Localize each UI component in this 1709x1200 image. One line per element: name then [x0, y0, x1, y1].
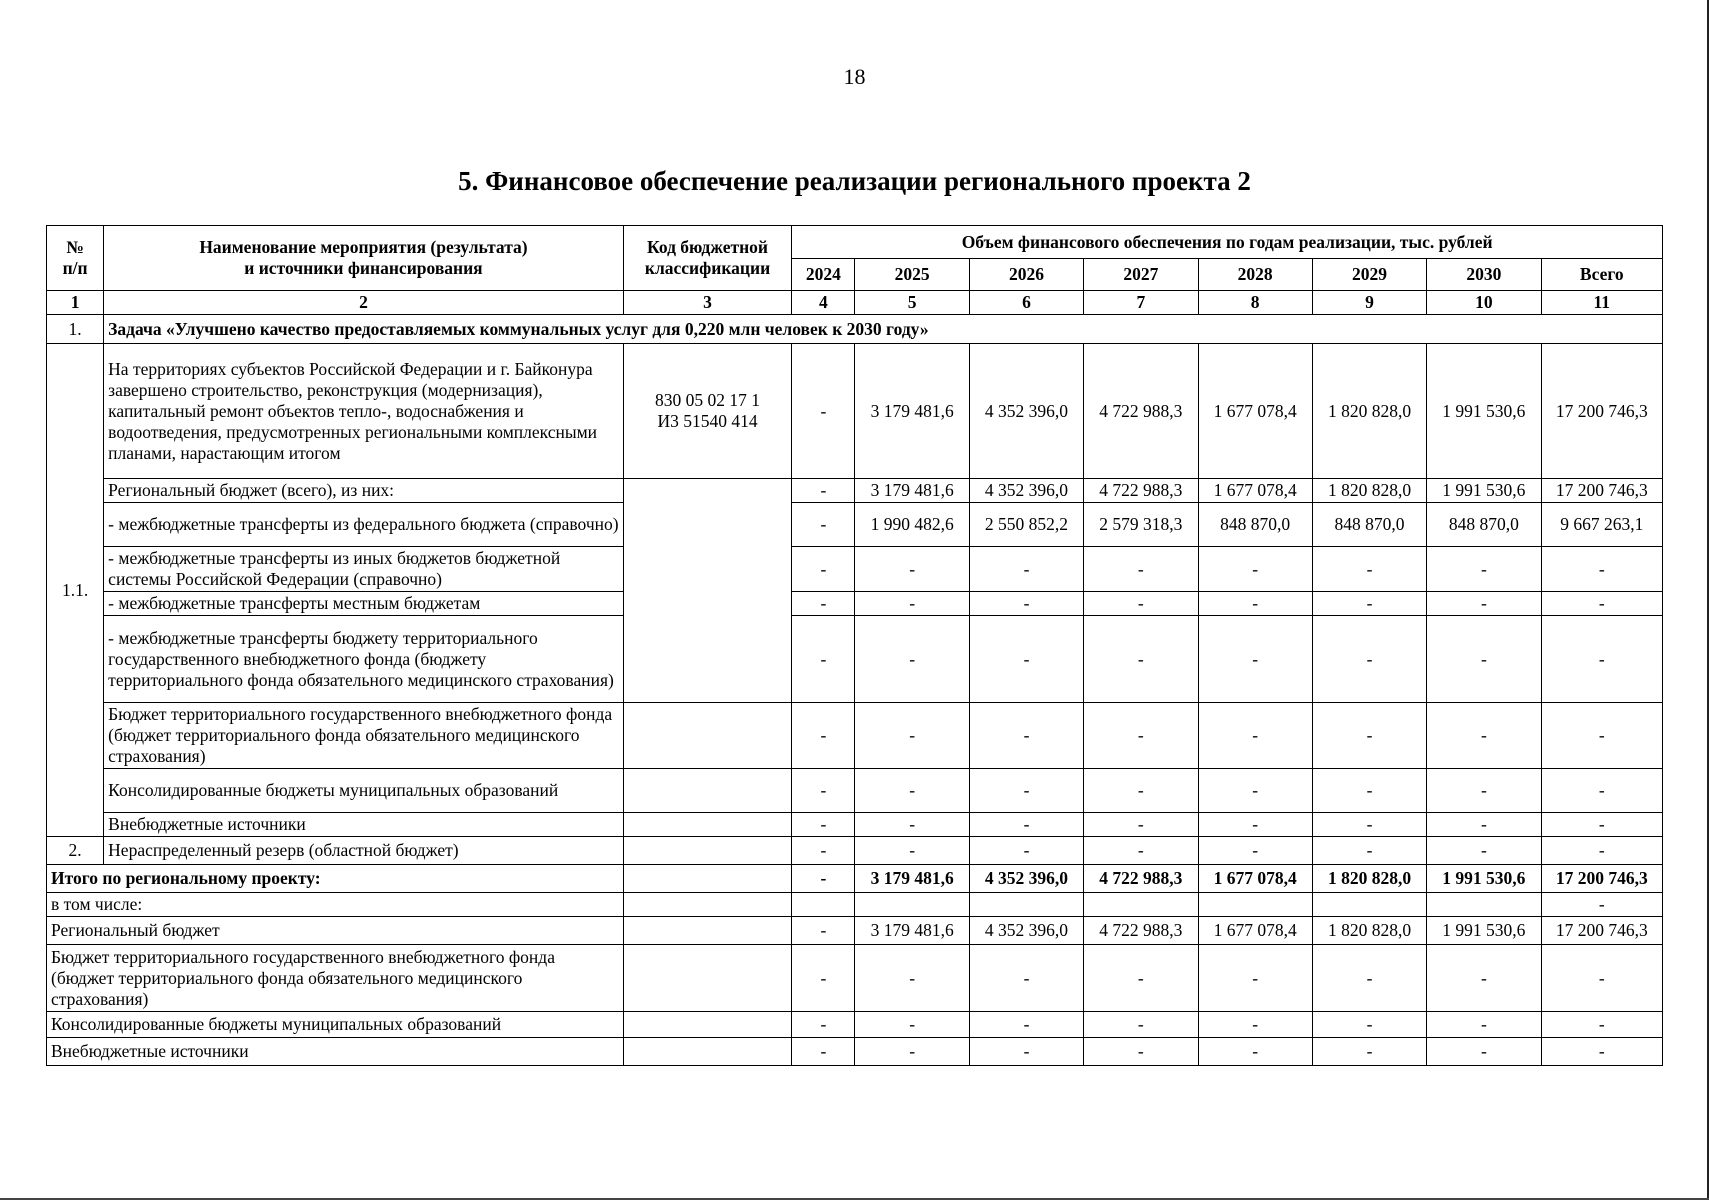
value-cell: 4 722 988,3	[1084, 917, 1198, 945]
item-2-label: Нераспределенный резерв (областной бюджет)	[104, 837, 624, 865]
total-label: Итого по региональному проекту:	[47, 865, 624, 893]
value-cell	[855, 893, 969, 917]
column-number: 1	[47, 291, 104, 315]
value-cell: -	[1312, 1012, 1426, 1038]
value-cell: -	[1312, 547, 1426, 592]
item-1-1-source-row	[47, 479, 1663, 503]
including-label: в том числе:	[47, 893, 624, 917]
value-cell: -	[1427, 616, 1541, 703]
value-cell: 1 990 482,6	[855, 503, 969, 547]
value-cell	[1084, 893, 1198, 917]
value-cell: -	[855, 813, 969, 837]
kbk-empty	[623, 945, 792, 1012]
value-cell: 3 179 481,6	[855, 917, 969, 945]
column-number: 7	[1084, 291, 1198, 315]
column-number: 8	[1198, 291, 1312, 315]
value-cell: -	[792, 344, 855, 479]
value-cell: 2 550 852,2	[969, 503, 1083, 547]
header-year: 2024	[792, 259, 855, 291]
value-cell: 1 677 078,4	[1198, 344, 1312, 479]
value-cell: 4 722 988,3	[1084, 344, 1198, 479]
value-cell: -	[792, 503, 855, 547]
item-1-1-text: На территориях субъектов Российской Федерации и г. Байконура завершено строительство, реконструкция (модернизация), капитальный ремонт объектов тепло-, водоснабжения и водоотведения, предусмотренных региональными комплексными планами, нарастающим итогом	[104, 344, 624, 479]
value-cell: 1 677 078,4	[1198, 865, 1312, 893]
column-number: 9	[1312, 291, 1426, 315]
header-year: 2030	[1427, 259, 1541, 291]
source-label: - межбюджетные трансферты бюджету территориального государственного внебюджетного фонда (бюджету территориального фонда обязательного медицинского страхования)	[104, 616, 624, 703]
task-row	[47, 315, 1663, 344]
value-cell: -	[969, 703, 1083, 769]
value-cell: -	[1198, 813, 1312, 837]
value-cell: 1 820 828,0	[1312, 865, 1426, 893]
financing-table-body	[47, 226, 1663, 1066]
value-cell: -	[1427, 813, 1541, 837]
total-row	[47, 865, 1663, 893]
value-cell: -	[792, 769, 855, 813]
value-cell: -	[1198, 945, 1312, 1012]
header-year: 2025	[855, 259, 969, 291]
value-cell: 4 352 396,0	[969, 917, 1083, 945]
item-1-1-source-row	[47, 769, 1663, 813]
value-cell: -	[1084, 703, 1198, 769]
value-cell: 1 820 828,0	[1312, 917, 1426, 945]
value-cell: -	[855, 769, 969, 813]
value-cell: -	[855, 703, 969, 769]
value-cell: -	[792, 592, 855, 616]
value-cell: 3 179 481,6	[855, 865, 969, 893]
column-number: 10	[1427, 291, 1541, 315]
value-cell: -	[1541, 945, 1662, 1012]
value-cell: -	[855, 547, 969, 592]
source-label: - межбюджетные трансферты из федерального бюджета (справочно)	[104, 503, 624, 547]
value-cell: -	[1084, 1012, 1198, 1038]
value-cell: -	[1541, 1012, 1662, 1038]
source-label: Внебюджетные источники	[104, 813, 624, 837]
task-num: 1.	[47, 315, 104, 344]
document-title: 5. Финансовое обеспечение реализации регионального проекта 2	[458, 166, 1251, 196]
value-cell: -	[1541, 547, 1662, 592]
value-cell: -	[1541, 592, 1662, 616]
item-1-1-source-row	[47, 616, 1663, 703]
value-cell: -	[969, 547, 1083, 592]
value-cell: -	[1541, 893, 1662, 917]
kbk-empty	[623, 813, 792, 837]
value-cell: -	[792, 1038, 855, 1066]
header-row-top	[47, 226, 1663, 259]
header-year: 2026	[969, 259, 1083, 291]
value-cell: -	[969, 837, 1083, 865]
total-source-label: Региональный бюджет	[47, 917, 624, 945]
value-cell	[792, 893, 855, 917]
value-cell: 17 200 746,3	[1541, 344, 1662, 479]
value-cell: -	[1541, 813, 1662, 837]
item-1-1-source-row	[47, 592, 1663, 616]
source-label: Консолидированные бюджеты муниципальных образований	[104, 769, 624, 813]
value-cell: -	[855, 592, 969, 616]
value-cell: -	[1198, 769, 1312, 813]
header-year: 2029	[1312, 259, 1426, 291]
kbk-empty	[623, 837, 792, 865]
value-cell: -	[969, 592, 1083, 616]
kbk-empty	[623, 917, 792, 945]
value-cell: -	[855, 1012, 969, 1038]
value-cell	[1198, 893, 1312, 917]
column-numbers-row	[47, 291, 1663, 315]
value-cell: 3 179 481,6	[855, 479, 969, 503]
total-source-label: Внебюджетные источники	[47, 1038, 624, 1066]
value-cell: -	[792, 703, 855, 769]
value-cell: -	[969, 813, 1083, 837]
value-cell: -	[1198, 592, 1312, 616]
value-cell: -	[1312, 813, 1426, 837]
value-cell	[1427, 893, 1541, 917]
value-cell: -	[1198, 1038, 1312, 1066]
value-cell: -	[1427, 837, 1541, 865]
total-source-row	[47, 1038, 1663, 1066]
value-cell: 848 870,0	[1198, 503, 1312, 547]
item-1-1-source-row	[47, 503, 1663, 547]
value-cell: -	[1198, 837, 1312, 865]
value-cell: 4 352 396,0	[969, 865, 1083, 893]
value-cell: -	[1198, 547, 1312, 592]
kbk-empty	[623, 769, 792, 813]
value-cell: -	[792, 813, 855, 837]
header-year: 2027	[1084, 259, 1198, 291]
column-number: 6	[969, 291, 1083, 315]
total-source-row	[47, 945, 1663, 1012]
value-cell: -	[1084, 616, 1198, 703]
value-cell: 4 722 988,3	[1084, 865, 1198, 893]
source-label: - межбюджетные трансферты из иных бюджетов бюджетной системы Российской Федерации (справочно)	[104, 547, 624, 592]
value-cell: -	[1541, 769, 1662, 813]
value-cell	[1312, 893, 1426, 917]
value-cell: 17 200 746,3	[1541, 917, 1662, 945]
value-cell: 1 991 530,6	[1427, 917, 1541, 945]
column-number: 4	[792, 291, 855, 315]
value-cell: -	[1084, 547, 1198, 592]
value-cell: -	[1541, 616, 1662, 703]
value-cell: -	[1084, 837, 1198, 865]
value-cell: -	[792, 837, 855, 865]
header-name: Наименование мероприятия (результата) и источники финансирования	[104, 226, 624, 291]
item-1-1-source-row	[47, 813, 1663, 837]
value-cell: -	[1427, 945, 1541, 1012]
value-cell: -	[1541, 703, 1662, 769]
value-cell: 1 991 530,6	[1427, 344, 1541, 479]
item-2-row	[47, 837, 1663, 865]
value-cell: -	[1084, 1038, 1198, 1066]
value-cell: -	[855, 945, 969, 1012]
header-kbk: Код бюджетной классификации	[623, 226, 792, 291]
total-source-row	[47, 1012, 1663, 1038]
source-label: - межбюджетные трансферты местным бюджетам	[104, 592, 624, 616]
value-cell: -	[792, 945, 855, 1012]
value-cell: -	[1312, 592, 1426, 616]
value-cell: -	[1541, 1038, 1662, 1066]
value-cell: -	[1084, 769, 1198, 813]
value-cell: 1 991 530,6	[1427, 865, 1541, 893]
value-cell: -	[1312, 837, 1426, 865]
total-source-label: Бюджет территориального государственного внебюджетного фонда (бюджет территориального фонда обязательного медицинского страхования)	[47, 945, 624, 1012]
kbk-empty	[623, 865, 792, 893]
item-1-1-num: 1.1.	[47, 344, 104, 837]
value-cell: 4 352 396,0	[969, 344, 1083, 479]
value-cell: -	[792, 917, 855, 945]
value-cell: -	[792, 865, 855, 893]
column-number: 5	[855, 291, 969, 315]
value-cell: -	[1312, 945, 1426, 1012]
kbk-empty	[623, 1012, 792, 1038]
value-cell: -	[1312, 769, 1426, 813]
value-cell: -	[792, 1012, 855, 1038]
value-cell: -	[1198, 1012, 1312, 1038]
value-cell: 848 870,0	[1427, 503, 1541, 547]
value-cell: -	[969, 1038, 1083, 1066]
kbk-empty	[623, 479, 792, 703]
value-cell: 1 820 828,0	[1312, 344, 1426, 479]
value-cell: -	[1427, 703, 1541, 769]
value-cell: -	[1427, 592, 1541, 616]
value-cell: -	[1427, 769, 1541, 813]
item-1-1-main-row	[47, 344, 1663, 479]
value-cell: 1 991 530,6	[1427, 479, 1541, 503]
value-cell: -	[969, 769, 1083, 813]
value-cell: -	[1427, 1038, 1541, 1066]
kbk-empty	[623, 703, 792, 769]
financing-table	[46, 225, 1663, 1066]
value-cell: -	[855, 837, 969, 865]
kbk-empty	[623, 893, 792, 917]
value-cell: -	[792, 479, 855, 503]
column-number: 3	[623, 291, 792, 315]
header-total: Всего	[1541, 259, 1662, 291]
value-cell: 848 870,0	[1312, 503, 1426, 547]
including-row	[47, 893, 1663, 917]
value-cell: 3 179 481,6	[855, 344, 969, 479]
header-volume: Объем финансового обеспечения по годам реализации, тыс. рублей	[792, 226, 1663, 259]
value-cell: -	[1084, 592, 1198, 616]
column-number: 2	[104, 291, 624, 315]
kbk-empty	[623, 1038, 792, 1066]
column-number: 11	[1541, 291, 1662, 315]
value-cell: -	[1198, 703, 1312, 769]
item-2-num: 2.	[47, 837, 104, 865]
value-cell: 4 722 988,3	[1084, 479, 1198, 503]
value-cell: 1 820 828,0	[1312, 479, 1426, 503]
value-cell: 1 677 078,4	[1198, 479, 1312, 503]
total-source-label: Консолидированные бюджеты муниципальных образований	[47, 1012, 624, 1038]
item-1-1-source-row	[47, 547, 1663, 592]
value-cell: -	[1198, 616, 1312, 703]
value-cell: -	[1427, 547, 1541, 592]
value-cell: -	[1312, 616, 1426, 703]
value-cell: -	[1541, 837, 1662, 865]
item-1-1-source-row	[47, 703, 1663, 769]
value-cell: -	[855, 1038, 969, 1066]
value-cell: -	[969, 616, 1083, 703]
value-cell: -	[792, 616, 855, 703]
task-text: Задача «Улучшено качество предоставляемых коммунальных услуг для 0,220 млн человек к 2030 году»	[104, 315, 1663, 344]
header-year: 2028	[1198, 259, 1312, 291]
value-cell: -	[1084, 945, 1198, 1012]
value-cell: -	[969, 945, 1083, 1012]
value-cell: 17 200 746,3	[1541, 479, 1662, 503]
value-cell: 9 667 263,1	[1541, 503, 1662, 547]
value-cell: -	[969, 1012, 1083, 1038]
value-cell: -	[1312, 1038, 1426, 1066]
page-number: 18	[843, 64, 866, 89]
value-cell: -	[855, 616, 969, 703]
source-label: Бюджет территориального государственного внебюджетного фонда (бюджет территориального фонда обязательного медицинского страхования)	[104, 703, 624, 769]
value-cell: -	[1312, 703, 1426, 769]
value-cell: 4 352 396,0	[969, 479, 1083, 503]
value-cell	[969, 893, 1083, 917]
source-label: Региональный бюджет (всего), из них:	[104, 479, 624, 503]
value-cell: 17 200 746,3	[1541, 865, 1662, 893]
header-num: № п/п	[47, 226, 104, 291]
value-cell: -	[1084, 813, 1198, 837]
value-cell: 1 677 078,4	[1198, 917, 1312, 945]
item-1-1-kbk: 830 05 02 17 1 И3 51540 414	[623, 344, 792, 479]
value-cell: 2 579 318,3	[1084, 503, 1198, 547]
total-source-row	[47, 917, 1663, 945]
value-cell: -	[1427, 1012, 1541, 1038]
value-cell: -	[792, 547, 855, 592]
